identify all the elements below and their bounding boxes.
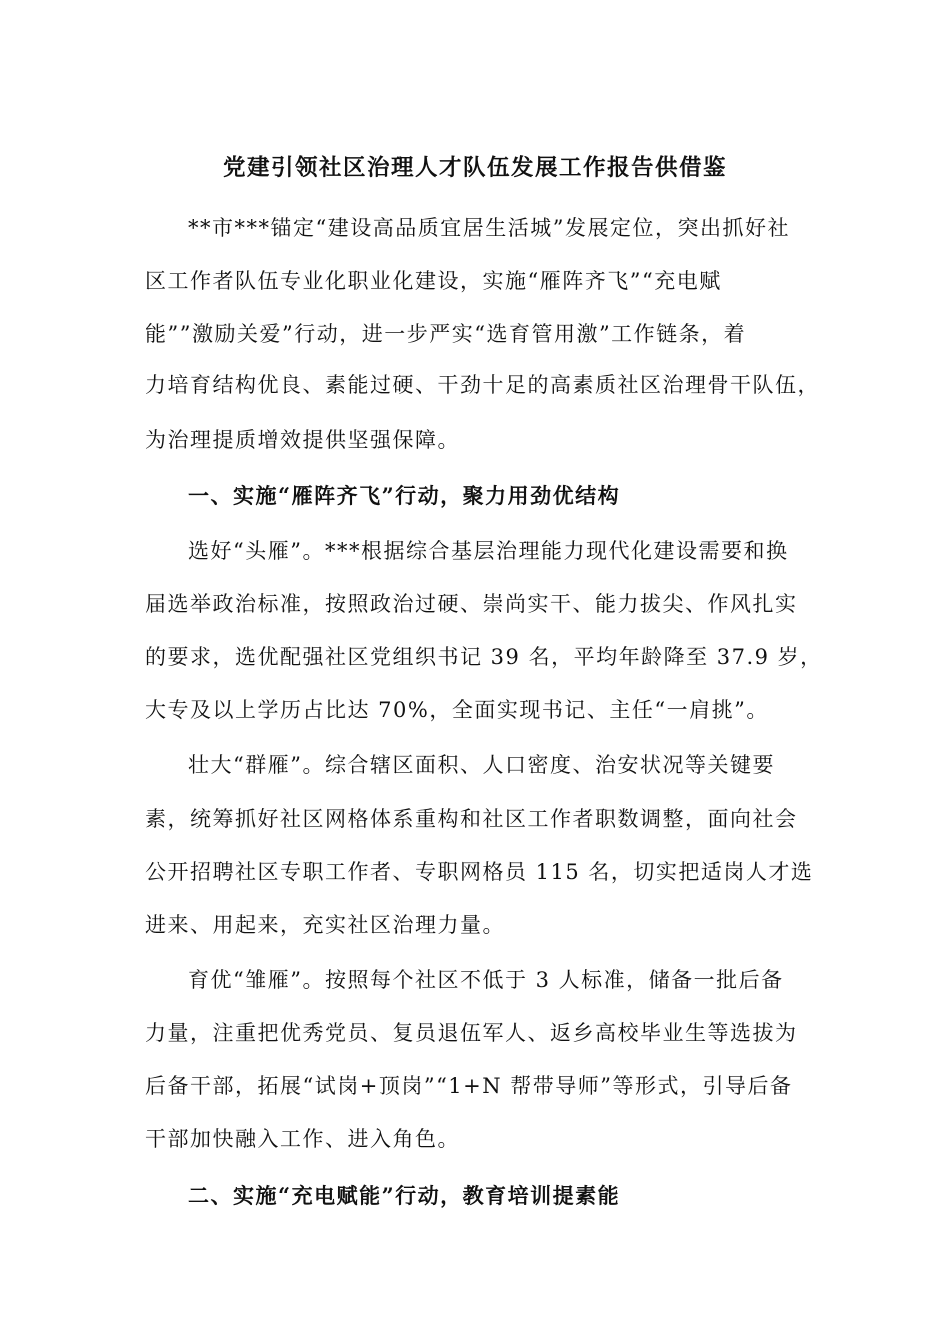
paragraph-line: 届选举政治标准，按照政治过硬、崇尚实干、能力拔尖、作风扎实 bbox=[145, 592, 798, 616]
paragraph-line: 选好“头雁”。***根据综合基层治理能力现代化建设需要和换 bbox=[188, 539, 789, 563]
paragraph-line: 干部加快融入工作、进入角色。 bbox=[145, 1127, 460, 1151]
paragraph-line: 素，统筹抓好社区网格体系重构和社区工作者职数调整，面向社会 bbox=[145, 807, 798, 831]
paragraph-line: 进来、用起来，充实社区治理力量。 bbox=[145, 913, 505, 937]
section-heading: 一、实施“雁阵齐飞”行动，聚力用劲优结构 bbox=[188, 483, 621, 508]
document-title: 党建引领社区治理人才队伍发展工作报告供借鉴 bbox=[222, 155, 727, 181]
paragraph-line: 的要求，选优配强社区党组织书记 39 名，平均年龄降至 37.9 岁， bbox=[145, 645, 823, 669]
paragraph-line: 为治理提质增效提供坚强保障。 bbox=[145, 428, 460, 452]
paragraph-line: 区工作者队伍专业化职业化建设，实施“雁阵齐飞”“充电赋 bbox=[145, 269, 722, 293]
paragraph-line: 力量，注重把优秀党员、复员退伍军人、返乡高校毕业生等选拔为 bbox=[145, 1021, 798, 1045]
paragraph-line: 大专及以上学历占比达 70%，全面实现书记、主任“一肩挑”。 bbox=[145, 698, 769, 722]
paragraph-line: 公开招聘社区专职工作者、专职网格员 115 名，切实把适岗人才选 bbox=[145, 860, 814, 884]
paragraph-line: 壮大“群雁”。综合辖区面积、人口密度、治安状况等关键要 bbox=[188, 753, 775, 777]
paragraph-line: 育优“雏雁”。按照每个社区不低于 3 人标准，储备一批后备 bbox=[188, 968, 784, 992]
paragraph-line: 后备干部，拓展“试岗+顶岗”“1+N 帮带导师”等形式，引导后备 bbox=[145, 1074, 793, 1098]
paragraph-line: **市***锚定“建设高品质宜居生活城”发展定位，突出抓好社 bbox=[188, 216, 790, 240]
paragraph-line: 力培育结构优良、素能过硬、干劲十足的高素质社区治理骨干队伍， bbox=[145, 373, 820, 397]
section-heading: 二、实施“充电赋能”行动，教育培训提素能 bbox=[188, 1183, 621, 1208]
paragraph-line: 能””激励关爱”行动，进一步严实“选育管用激”工作链条，着 bbox=[145, 322, 747, 346]
